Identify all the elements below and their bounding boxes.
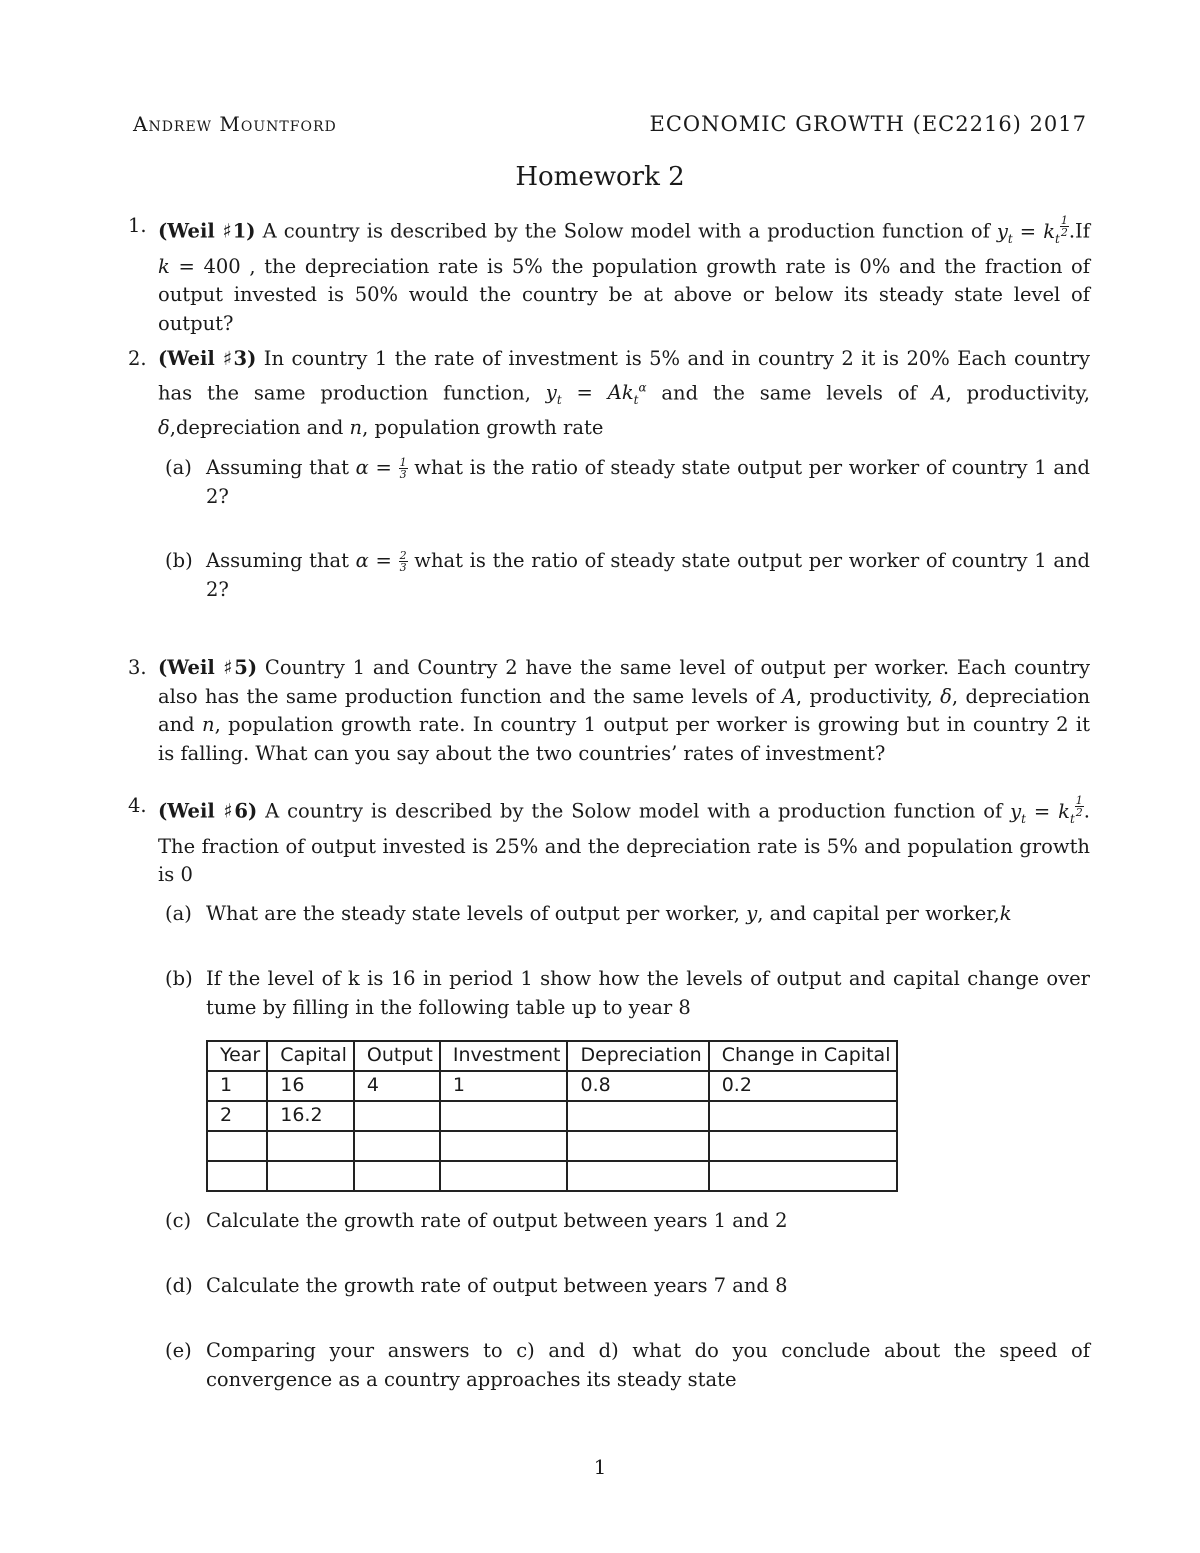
column-header: Capital — [267, 1041, 354, 1071]
problem-2 — [128, 345, 1090, 443]
table-cell — [207, 1161, 267, 1191]
problem-body: (Weil ♯6) A country is described by the Solow model with a production function of $y_t = k_t$ $^{\frac{1}{2}}$ . The fraction of output invested is 25% and the depreciation rate is 5% and population growth is 0 — [158, 794, 1090, 887]
subpart-label: (e) — [165, 1339, 192, 1362]
problem-tag: (Weil ♯5) — [158, 656, 258, 679]
table-cell — [440, 1131, 568, 1161]
table-cell: 4 — [354, 1071, 440, 1101]
problem-4d: (d) Calculate the growth rate of output between years 7 and 8 — [165, 1272, 1090, 1301]
table-cell: 1 — [440, 1071, 568, 1101]
table-cell — [354, 1131, 440, 1161]
table-cell — [354, 1101, 440, 1131]
problem-body: (Weil ♯1) A country is described by the Solow model with a production function of $y_t = k_t$ $^{\frac{1}{2}}$ .If k = 400 , the depreciation rate is 5% the population growth rate is 0% and the fraction of output invested is 50% would the country be at above or below its steady state level of output? — [158, 214, 1090, 335]
problem-body: (Weil ♯5) Country 1 and Country 2 have the same level of output per worker. Each country also has the same production function and the same levels of A, productivity, δ, depreciation and n, population growth rate. In country 1 output per worker is growing but in country 2 it is falling. What can you say about the two countries’ rates of investment? — [158, 656, 1091, 765]
formula: $y_t = k_t$ $^{\frac{1}{2}}$ — [1010, 794, 1083, 826]
table-cell — [709, 1161, 898, 1191]
page-title: Homework 2 — [515, 162, 685, 192]
problem-2b: (b) Assuming that α = $\frac{2}{3}$ what is the ratio of steady state output per worker of country 1 and 2? — [165, 549, 1090, 601]
table-row — [207, 1131, 897, 1161]
problem-4 — [128, 792, 1090, 890]
table-cell — [567, 1101, 708, 1131]
subpart-label: (c) — [165, 1209, 192, 1232]
subpart-label: (b) — [165, 549, 193, 572]
column-header: Investment — [440, 1041, 568, 1071]
table-cell — [709, 1131, 898, 1161]
table-cell: 2 — [207, 1101, 267, 1131]
table-cell — [267, 1131, 354, 1161]
problem-1 — [128, 212, 1090, 338]
table-cell: 0.8 — [567, 1071, 708, 1101]
subpart-label: (a) — [165, 456, 192, 479]
subpart-label: (a) — [165, 902, 192, 925]
problem-number: 4. — [128, 794, 147, 817]
problem-4e: (e) Comparing your answers to c) and d) what do you conclude about the speed of convergence as a country approaches its steady state — [165, 1339, 1090, 1391]
problem-3 — [128, 654, 1090, 768]
table-cell — [709, 1101, 898, 1131]
column-header: Depreciation — [567, 1041, 708, 1071]
formula: α = $\frac{1}{3}$ — [355, 456, 407, 481]
problem-4c: (c) Calculate the growth rate of output between years 1 and 2 — [165, 1207, 1090, 1236]
problem-2a: (a) Assuming that α = $\frac{1}{3}$ what is the ratio of steady state output per worker of country 1 and 2? — [165, 456, 1090, 508]
table-row — [207, 1071, 897, 1101]
formula: $y_t = k_t$ $^{\frac{1}{2}}$ — [996, 214, 1068, 246]
header-author: Andrew Mountford — [133, 112, 337, 136]
column-header: Output — [354, 1041, 440, 1071]
table-cell — [567, 1161, 708, 1191]
table-cell — [354, 1161, 440, 1191]
problem-4b: (b) If the level of k is 16 in period 1 show how the levels of output and capital change over tume by filling in the following table up to year 8 — [165, 967, 1090, 1019]
table-cell — [440, 1161, 568, 1191]
table-cell: 1 — [207, 1071, 267, 1101]
header-course: ECONOMIC GROWTH (EC2216) 2017 — [649, 112, 1087, 136]
problem-4a: (a) What are the steady state levels of output per worker, y, and capital per worker,k — [165, 900, 1090, 929]
problem-tag: (Weil ♯3) — [158, 347, 257, 370]
capital-output-table — [206, 1040, 898, 1192]
table-cell — [567, 1131, 708, 1161]
table-cell: 0.2 — [709, 1071, 898, 1101]
table-cell: 16.2 — [267, 1101, 354, 1131]
problem-number: 3. — [128, 656, 147, 679]
table-cell — [267, 1161, 354, 1191]
subpart-label: (b) — [165, 967, 193, 990]
table-row — [207, 1101, 897, 1131]
problem-tag: (Weil ♯1) — [158, 219, 256, 243]
column-header: Change in Capital — [709, 1041, 898, 1071]
table-cell — [440, 1101, 568, 1131]
problem-number: 2. — [128, 347, 147, 370]
formula: α = $\frac{2}{3}$ — [355, 549, 407, 574]
problem-tag: (Weil ♯6) — [158, 799, 258, 823]
table-cell: 16 — [267, 1071, 354, 1101]
table-row — [207, 1161, 897, 1191]
problem-body: (Weil ♯3) In country 1 the rate of investment is 5% and in country 2 it is 20% Each country has the same production function, $y_t = Ak_t^\alpha$ and the same levels of A, productivity, δ,depreciation and n, population growth rate — [158, 347, 1091, 440]
problem-number: 1. — [128, 214, 147, 237]
page-number: 1 — [593, 1455, 607, 1479]
formula: $y_t = Ak_t^\alpha$ — [545, 380, 647, 407]
table-cell — [207, 1131, 267, 1161]
subpart-label: (d) — [165, 1274, 193, 1297]
column-header: Year — [207, 1041, 267, 1071]
table-header-row — [207, 1041, 897, 1071]
